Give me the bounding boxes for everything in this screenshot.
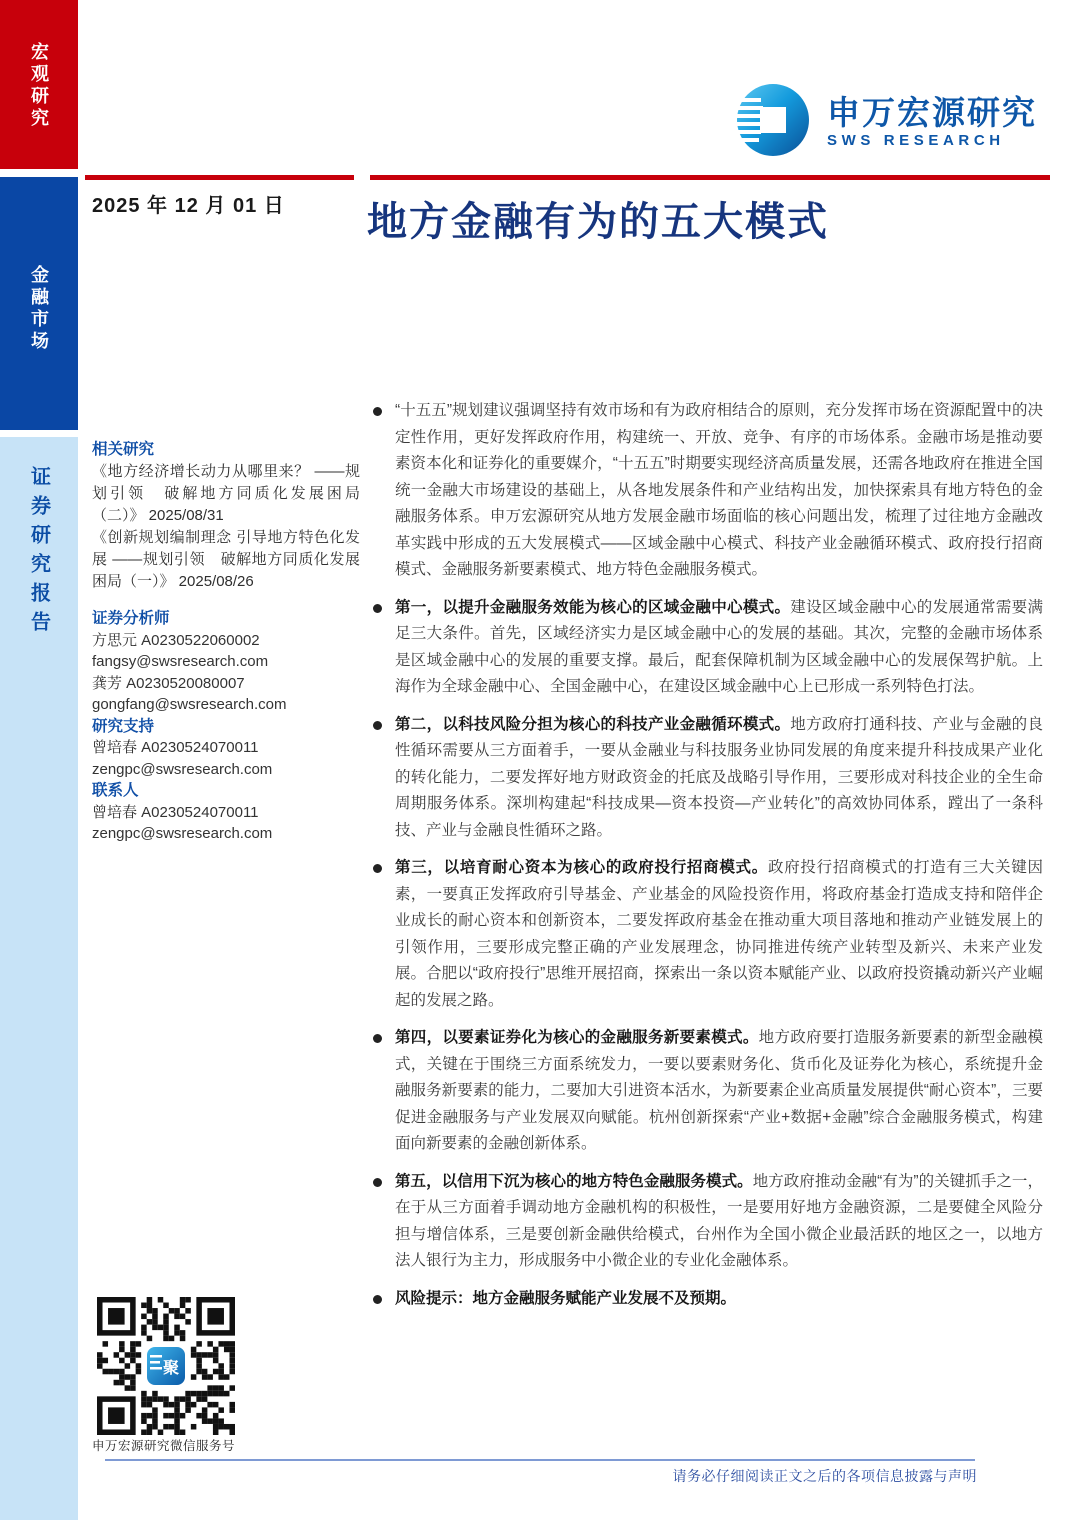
analyst-email: gongfang@swsresearch.com bbox=[92, 696, 287, 713]
analyst-name: 方思元 A0230522060002 bbox=[92, 631, 260, 649]
bullet-body: 地方政府打通科技、产业与金融的良性循环需要从三方面着手，一要从金融业与科技服务业协同发展的角度来提升科技成果产业化的转化能力，二要发挥好地方财政资金的托底及战略引导作用，三要形成对科技企业的全生命周期服务体系。深圳构建起“科技成果—资本投资—产业转化”的高效协同体系，蹚出了一条科技、产业与金融良性循环之路。 bbox=[395, 715, 1043, 839]
report-title: 地方金融有为的五大模式 bbox=[367, 200, 829, 244]
sws-globe-icon bbox=[735, 82, 811, 163]
sidebar-financial-markets-block bbox=[0, 177, 78, 430]
sidebar-securities-report-block bbox=[0, 437, 78, 1520]
logo-en-text: SWS RESEARCH bbox=[827, 131, 1005, 149]
qr-caption: 申万宏源研究微信服务号 bbox=[92, 1439, 236, 1453]
logo-cn-text: 申万宏源研究 bbox=[827, 94, 1037, 132]
support-name: 曾培春 A0230524070011 bbox=[92, 739, 259, 756]
research-team-block bbox=[92, 608, 360, 845]
contact-header: 联系人 bbox=[92, 782, 139, 799]
summary-bullet bbox=[373, 855, 1043, 1014]
analyst-email: fangsy@swsresearch.com bbox=[92, 653, 269, 670]
bullet-dot-icon bbox=[373, 1295, 382, 1304]
contact-name: 曾培春 A0230524070011 bbox=[92, 803, 259, 821]
summary-bullet bbox=[373, 595, 1043, 701]
bullet-dot-icon bbox=[373, 864, 382, 873]
risk-warning-bullet bbox=[373, 1286, 1043, 1313]
related-research-header: 相关研究 bbox=[92, 441, 155, 458]
bullet-body: 地方政府要打造服务新要素的新型金融模式，关键在于围绕三方面系统发力，一要以要素财务化、货币化及证券化为核心，系统提升金融服务新要素的能力，二要加大引进资本活水，为新要素企业高质量发展提供“耐心资本”，三要促进金融服务与产业发展双向赋能。杭州创新探索“产业+数据+金融”综合金融服务模式，构建面向新要素的金融创新体系。 bbox=[395, 1029, 1043, 1152]
summary-column bbox=[373, 398, 1043, 1323]
bullet-lead: 第四，以要素证券化为核心的金融服务新要素模式。 bbox=[395, 1029, 759, 1046]
bullet-lead: 第二，以科技风险分担为核心的科技产业金融循环模式。 bbox=[395, 715, 791, 733]
bullet-body: 建设区域金融中心的发展通常需要满足三大条件。首先，区域经济实力是区域金融中心的发展的基础。其次，完整的金融市场体系是区域金融中心的发展的重要支撑。最后，配套保障机制为区域金融中心的发展保驾护航。上海作为全球金融中心、全国金融中心，在建设区域金融中心上已形成一系列特色打法。 bbox=[395, 598, 1043, 695]
risk-warning-text: 风险提示：地方金融服务赋能产业发展不及预期。 bbox=[395, 1289, 737, 1307]
support-email: zengpc@swsresearch.com bbox=[92, 760, 273, 778]
analyst-header: 证券分析师 bbox=[92, 610, 170, 627]
bullet-lead: 第五，以信用下沉为核心的地方特色金融服务模式。 bbox=[395, 1172, 753, 1190]
summary-bullet bbox=[373, 1169, 1043, 1275]
bullet-dot-icon bbox=[373, 1034, 382, 1043]
svg-text:聚: 聚 bbox=[162, 1360, 180, 1377]
sws-research-logo bbox=[735, 82, 1037, 163]
bullet-dot-icon bbox=[373, 407, 382, 416]
related-research-item: 《创新规划编制理念 引导地方特色化发展 ——规划引领 破解地方同质化发展困局（一）》 2025/08/26 bbox=[92, 529, 360, 590]
report-date: 2025 年 12 月 01 日 bbox=[92, 195, 285, 217]
research-support-header: 研究支持 bbox=[92, 717, 155, 735]
summary-bullet bbox=[373, 1025, 1043, 1158]
analyst-name: 龚芳 A0230520080007 bbox=[92, 674, 245, 692]
bullet-lead: 第三，以培育耐心资本为核心的政府投行招商模式。 bbox=[395, 859, 768, 876]
bullet-lead: 第一，以提升金融服务效能为核心的区域金融中心模式。 bbox=[395, 598, 791, 616]
header-rule-right bbox=[370, 175, 1050, 180]
left-info-column bbox=[92, 437, 360, 845]
bullet-body: 地方政府推动金融“有为”的关键抓手之一，在于从三方面着手调动地方金融机构的积极性，一是要用好地方金融资源，二是要健全风险分担与增信体系，三是要创新金融供给模式，台州作为全国小微企业最活跃的地区之一，以地方法人银行为主力，形成服务中小微企业的专业化金融体系。 bbox=[395, 1172, 1043, 1269]
wechat-qr-code bbox=[97, 1297, 235, 1435]
footer-divider bbox=[105, 1459, 975, 1461]
sidebar-label-financial-markets: 金融市场 bbox=[29, 265, 49, 353]
bullet-body: “十五五”规划建议强调坚持有效市场和有为政府相结合的原则，充分发挥市场在资源配置中的决定性作用，更好发挥政府作用，构建统一、开放、竞争、有序的市场体系。金融市场是推动要素资本化和证券化的重要媒介，“十五五”时期要实现经济高质量发展，还需各地政府在推进全国统一金融大市场建设的基础上，从各地发展条件和产业结构出发，加快探索具有地方特色的金融服务体系。申万宏源研究从地方发展金融市场面临的核心问题出发，梳理了过往地方金融改革实践中形成的五大发展模式——区域金融中心模式、科技产业金融循环模式、政府投行招商模式、金融服务新要素模式、地方特色金融服务模式。 bbox=[395, 402, 1043, 578]
contact-email: zengpc@swsresearch.com bbox=[92, 825, 273, 842]
sidebar-label-macro-research: 宏观研究 bbox=[29, 42, 49, 130]
footer-disclaimer: 请务必仔细阅读正文之后的各项信息披露与声明 bbox=[672, 1468, 977, 1484]
bullet-dot-icon bbox=[373, 1178, 382, 1187]
sidebar-label-securities-report: 证券研究报告 bbox=[27, 466, 50, 640]
summary-bullet bbox=[373, 712, 1043, 845]
bullet-dot-icon bbox=[373, 721, 382, 730]
header-rule-left bbox=[85, 175, 354, 180]
related-research-item: 《地方经济增长动力从哪里来？ ——规划引领 破解地方同质化发展困局（二）》 2025/08/31 bbox=[92, 463, 360, 524]
bullet-dot-icon bbox=[373, 604, 382, 613]
summary-bullet bbox=[373, 398, 1043, 584]
sidebar-macro-research-block bbox=[0, 0, 78, 169]
bullet-body: 政府投行招商模式的打造有三大关键因素，一要真正发挥政府引导基金、产业基金的风险投资作用，将政府基金打造成支持和陪伴企业成长的耐心资本和创新资本，二要发挥政府基金在推动重大项目落地和推动产业链发展上的引领作用，三要形成完整正确的产业发展理念，协同推进传统产业转型及新兴、未来产业发展。合肥以“政府投行”思维开展招商，探索出一条以资本赋能产业、以政府投资撬动新兴产业崛起的发展之路。 bbox=[395, 859, 1043, 1009]
